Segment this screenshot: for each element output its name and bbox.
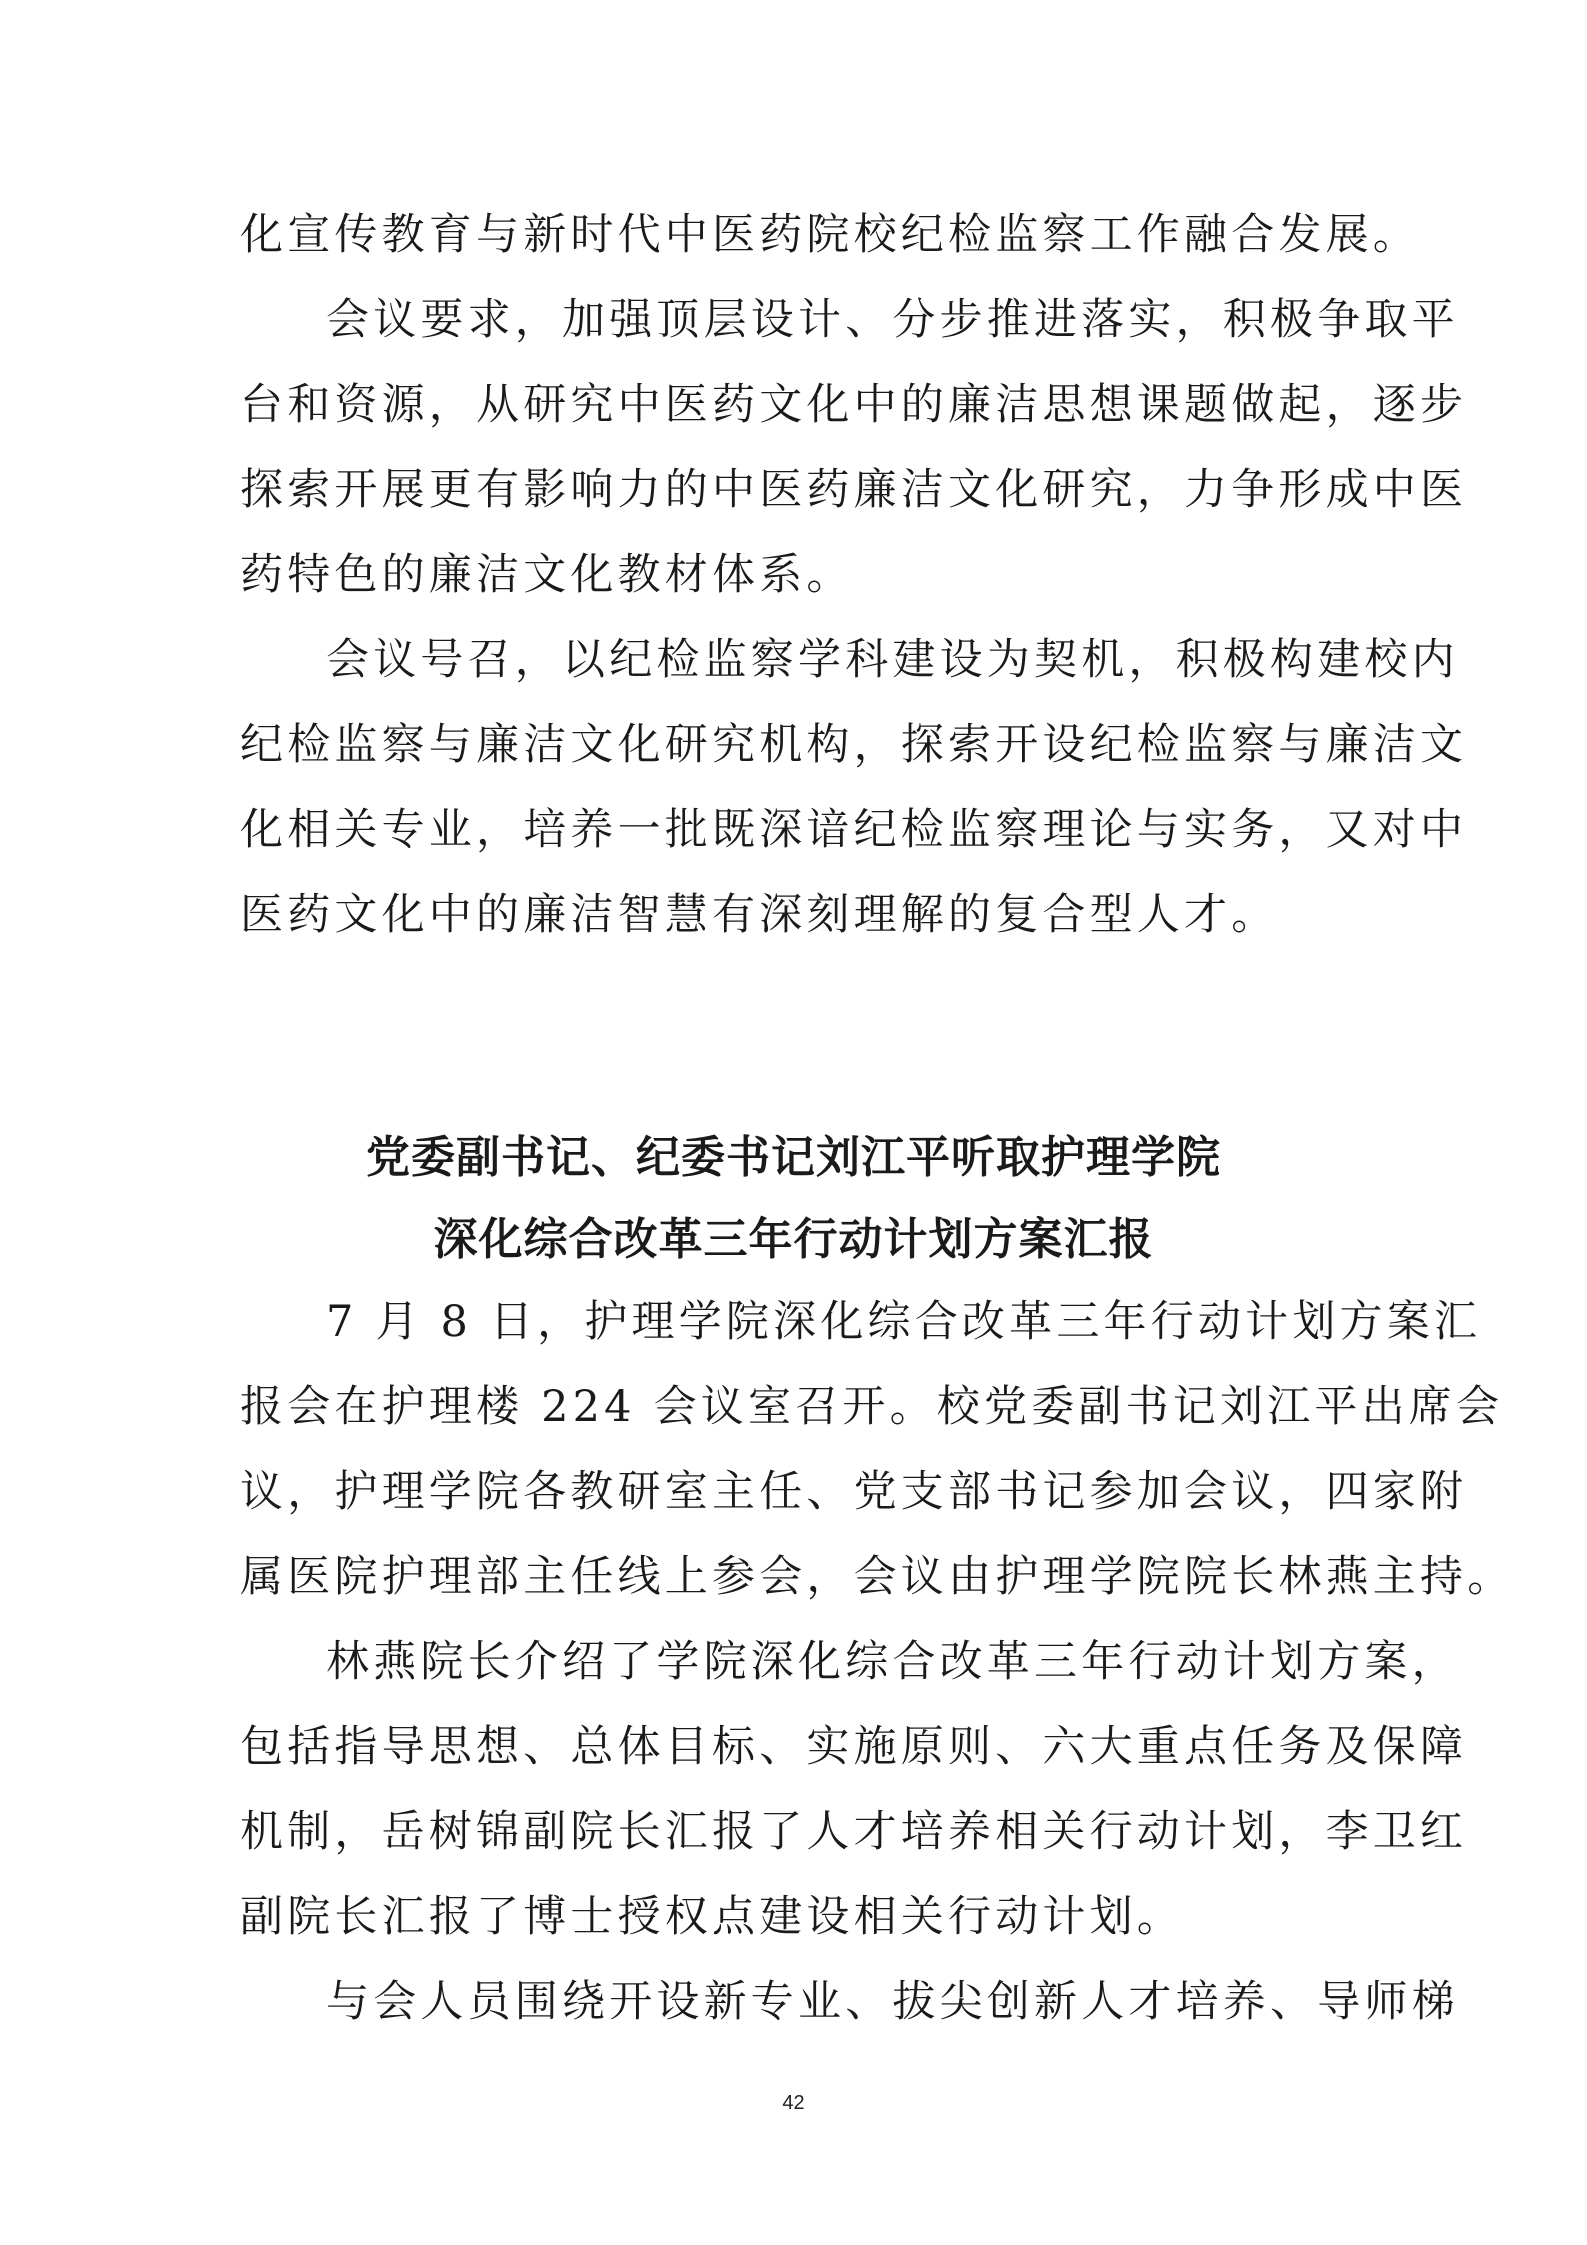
body-line: 议，护理学院各教研室主任、党支部书记参加会议，四家附 <box>240 1467 1468 1517</box>
body-line: 药特色的廉洁文化教材体系。 <box>240 550 854 600</box>
page-number: 42 <box>782 2092 805 2114</box>
body-line: 机制，岳树锦副院长汇报了人才培养相关行动计划，李卫红 <box>240 1807 1468 1857</box>
article-title-line-2: 深化综合改革三年行动计划方案汇报 <box>433 1214 1154 1265</box>
body-line: 台和资源，从研究中医药文化中的廉洁思想课题做起，逐步 <box>240 380 1468 430</box>
body-line: 会议号召，以纪检监察学科建设为契机，积极构建校内 <box>326 635 1459 685</box>
article-title-line-1: 党委副书记、纪委书记刘江平听取护理学院 <box>366 1132 1221 1183</box>
body-line: 与会人员围绕开设新专业、拔尖创新人才培养、导师梯 <box>326 1977 1459 2027</box>
body-line: 林燕院长介绍了学院深化综合改革三年行动计划方案， <box>326 1637 1459 1687</box>
body-line: 探索开展更有影响力的中医药廉洁文化研究，力争形成中医 <box>240 465 1468 515</box>
body-line: 化相关专业，培养一批既深谙纪检监察理论与实务，又对中 <box>240 805 1468 855</box>
body-line: 7 月 8 日，护理学院深化综合改革三年行动计划方案汇 <box>326 1297 1482 1347</box>
body-line: 报会在护理楼 224 会议室召开。校党委副书记刘江平出席会 <box>240 1382 1504 1432</box>
body-line: 副院长汇报了博士授权点建设相关行动计划。 <box>240 1892 1184 1942</box>
body-line: 纪检监察与廉洁文化研究机构，探索开设纪检监察与廉洁文 <box>240 720 1468 770</box>
body-line: 属医院护理部主任线上参会，会议由护理学院院长林燕主持。 <box>240 1552 1515 1602</box>
body-line: 化宣传教育与新时代中医药院校纪检监察工作融合发展。 <box>240 210 1420 260</box>
body-line: 会议要求，加强顶层设计、分步推进落实，积极争取平 <box>326 295 1459 345</box>
body-line: 包括指导思想、总体目标、实施原则、六大重点任务及保障 <box>240 1722 1468 1772</box>
body-line: 医药文化中的廉洁智慧有深刻理解的复合型人才。 <box>240 890 1279 940</box>
